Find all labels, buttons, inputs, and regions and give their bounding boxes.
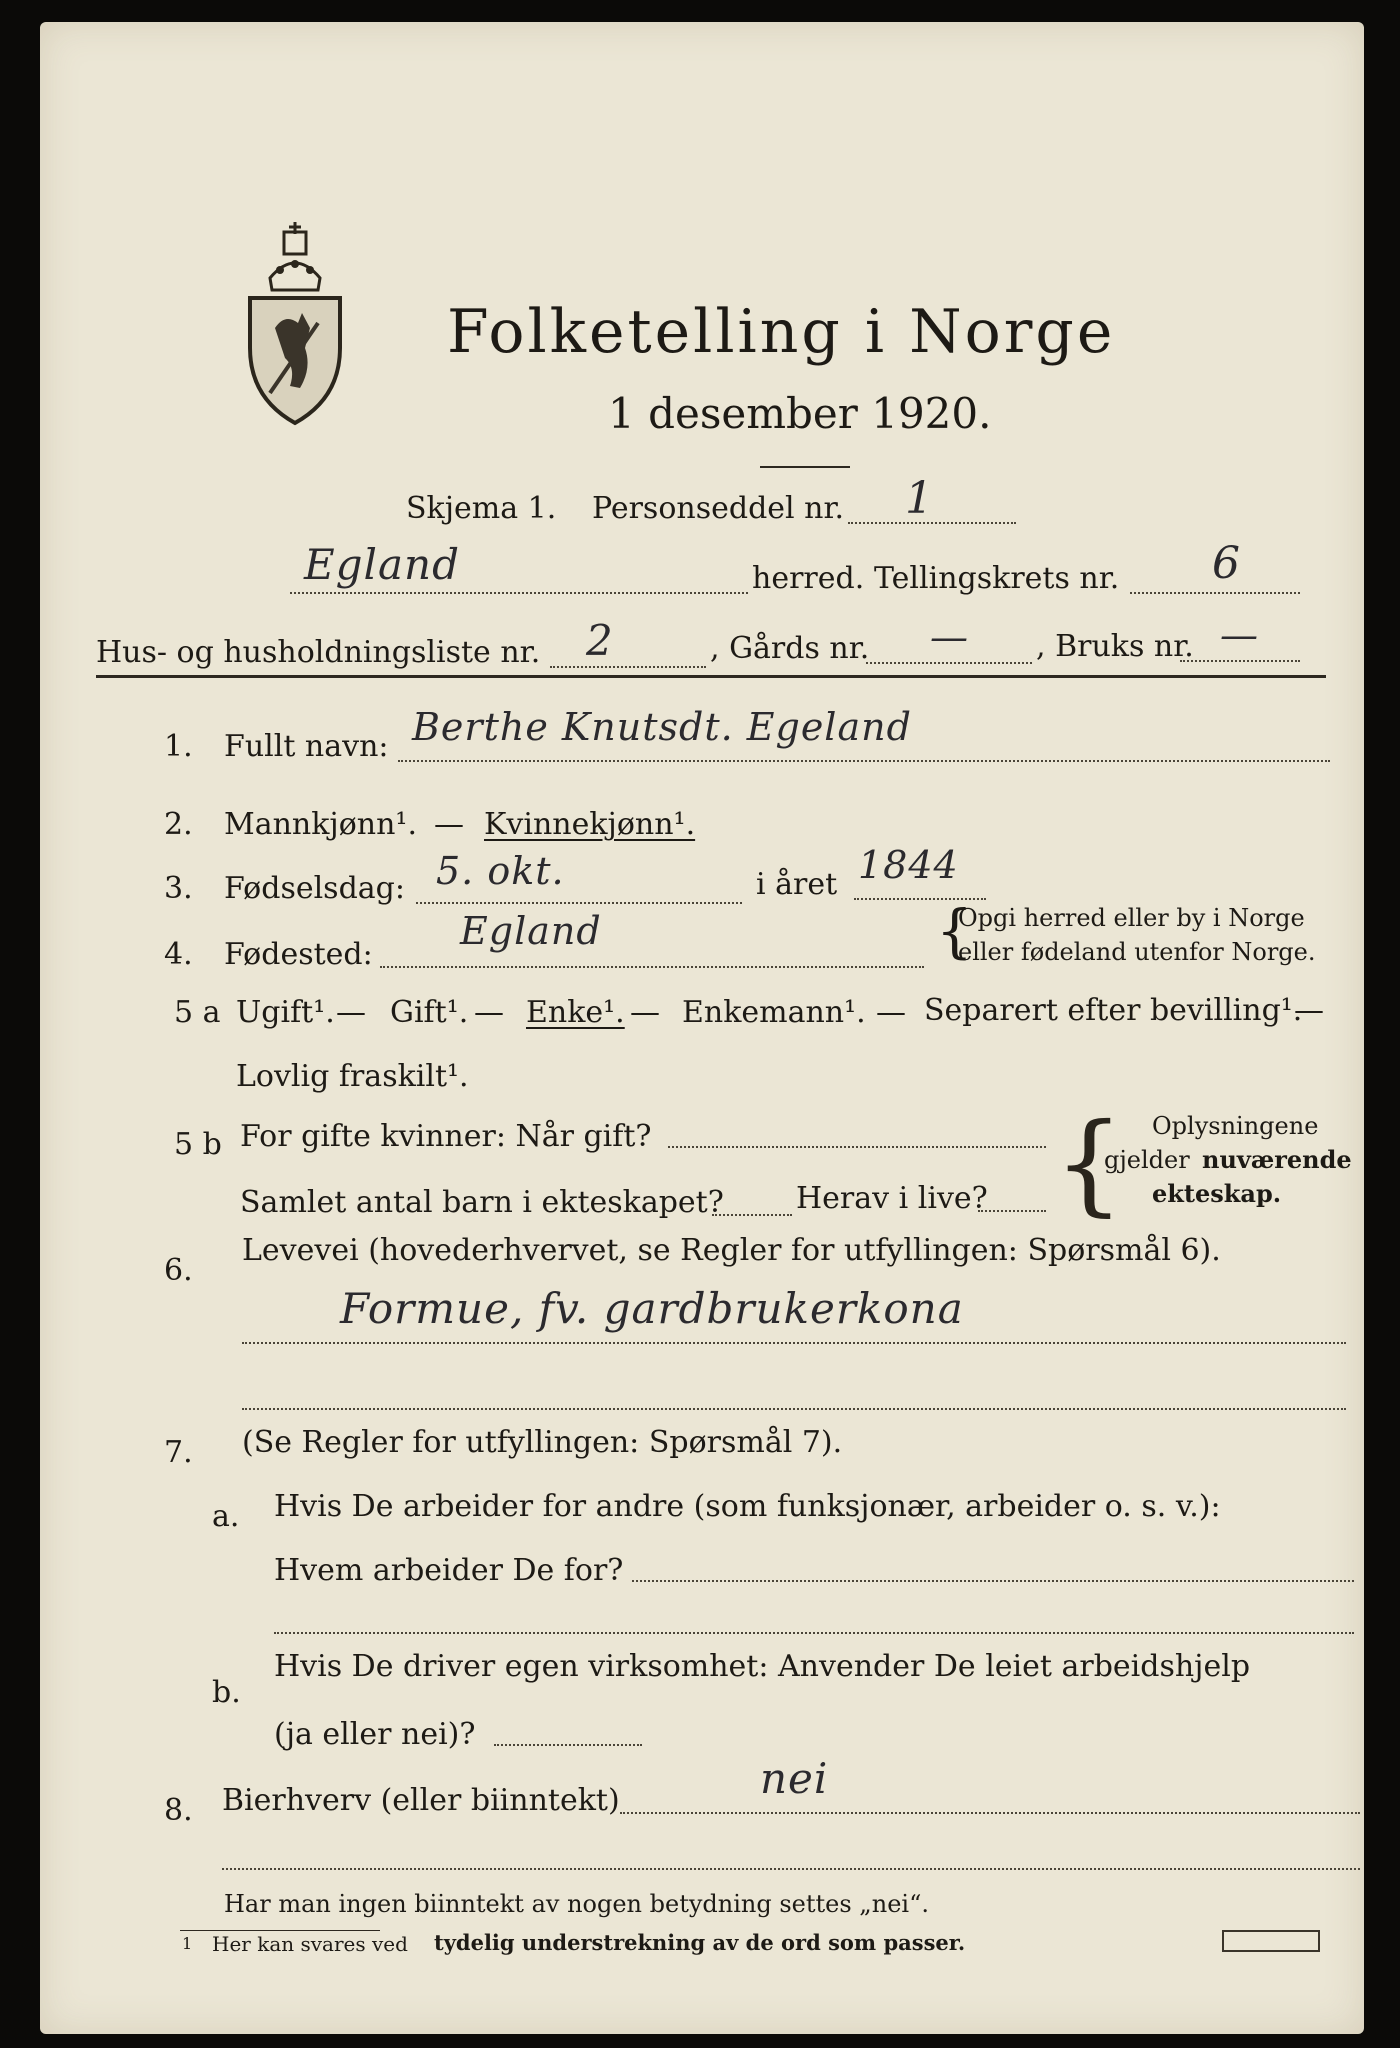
q3-field-line xyxy=(416,902,742,904)
gards-field-line xyxy=(866,662,1032,664)
q5b-gift-field-line xyxy=(668,1146,1046,1148)
q6-label: Levevei (hovederhvervet, se Regler for utfyllingen: Spørsmål 6). xyxy=(242,1233,1221,1268)
q5a-dash4: — xyxy=(876,995,906,1030)
q5a-separert: Separert efter bevilling¹. xyxy=(924,993,1303,1028)
coat-of-arms-icon xyxy=(240,218,350,428)
footer-note: Har man ingen biinntekt av nogen betydning settes „nei“. xyxy=(224,1890,929,1918)
bruks-value: — xyxy=(1220,613,1259,657)
header-divider xyxy=(96,675,1326,678)
q5a-fraskilt: Lovlig fraskilt¹. xyxy=(236,1059,469,1094)
q5a-dash5: — xyxy=(1294,993,1324,1028)
q5b-number: 5 b xyxy=(174,1127,222,1162)
printer-stamp-icon xyxy=(1222,1930,1320,1952)
tellingskrets-label: Tellingskrets nr. xyxy=(874,561,1120,596)
q7a-letter: a. xyxy=(212,1499,240,1534)
q5b-note-line2b: nuværende xyxy=(1202,1145,1352,1174)
q2-kvinne-underlined: Kvinnekjønn¹. xyxy=(484,807,696,842)
bruks-label: , Bruks nr. xyxy=(1036,629,1194,664)
q5b-label1: For gifte kvinner: Når gift? xyxy=(240,1119,652,1154)
q5a-gift: Gift¹. xyxy=(390,995,469,1030)
footnote-number: 1 xyxy=(182,1934,193,1953)
q5b-live-field-line xyxy=(978,1210,1046,1212)
footnote-divider xyxy=(180,1930,380,1931)
q5a-enkemann: Enkemann¹. xyxy=(682,995,866,1030)
q3-number: 3. xyxy=(164,871,193,906)
gards-label: , Gårds nr. xyxy=(710,631,870,666)
q5a-dash2: — xyxy=(474,995,504,1030)
form-title: Folketelling i Norge xyxy=(447,297,1116,367)
footnote-text-b: tydelig understrekning av de ord som passer. xyxy=(434,1930,966,1955)
q5b-note-line1: Oplysningene xyxy=(1152,1112,1319,1140)
herred-value: Egland xyxy=(304,540,460,589)
q5b-brace: { xyxy=(1054,1099,1124,1227)
q8-field-line1 xyxy=(620,1812,1360,1814)
personseddel-label: Personseddel nr. xyxy=(592,491,845,526)
q8-value: nei xyxy=(760,1754,829,1803)
q8-label: Bierhverv (eller biinntekt) xyxy=(222,1783,620,1818)
q7a-text: Hvis De arbeider for andre (som funksjonær, arbeider o. s. v.): xyxy=(274,1489,1221,1524)
tellingskrets-field-line xyxy=(1130,592,1300,594)
q5a-enke-underlined: Enke¹. xyxy=(526,995,625,1030)
q1-number: 1. xyxy=(164,729,193,764)
q7a-question: Hvem arbeider De for? xyxy=(274,1553,624,1588)
q2-mann: Mannkjønn¹. xyxy=(224,807,417,842)
q7b-question: (ja eller nei)? xyxy=(274,1717,476,1752)
q4-field-line xyxy=(380,966,924,968)
q3-label: Fødselsdag: xyxy=(224,871,405,906)
q7-number: 7. xyxy=(164,1435,193,1470)
gards-value: — xyxy=(930,615,969,659)
bruks-field-line xyxy=(1180,660,1300,662)
q4-number: 4. xyxy=(164,937,193,972)
q8-field-line2 xyxy=(222,1868,1360,1870)
q6-field-line2 xyxy=(242,1408,1346,1410)
q5b-note-line3: ekteskap. xyxy=(1152,1179,1282,1208)
q7a-field-line1 xyxy=(632,1580,1354,1582)
q4-note-line1: Opgi herred eller by i Norge xyxy=(958,904,1305,932)
herred-field-line xyxy=(290,592,748,594)
q4-label: Fødested: xyxy=(224,937,373,972)
q4-value: Egland xyxy=(460,909,602,953)
q7-label: (Se Regler for utfyllingen: Spørsmål 7). xyxy=(242,1425,843,1460)
q2-number: 2. xyxy=(164,807,193,842)
q1-label: Fullt navn: xyxy=(224,729,389,764)
q5a-dash1: — xyxy=(336,995,366,1030)
q6-field-line1 xyxy=(242,1342,1346,1344)
husliste-value: 2 xyxy=(586,616,614,665)
q4-note-line2: eller fødeland utenfor Norge. xyxy=(958,938,1316,966)
q5b-note-line2a: gjelder xyxy=(1104,1146,1190,1174)
q7b-field-line xyxy=(494,1744,642,1746)
q5a-number: 5 a xyxy=(174,995,221,1030)
q3-year-label: i året xyxy=(756,867,838,902)
q6-value: Formue, fv. gardbrukerkona xyxy=(340,1284,964,1333)
tellingskrets-value: 6 xyxy=(1212,538,1241,589)
husliste-label: Hus- og husholdningsliste nr. xyxy=(96,635,541,670)
q7b-letter: b. xyxy=(212,1675,241,1710)
personseddel-value: 1 xyxy=(905,473,934,524)
husliste-field-line xyxy=(550,666,706,668)
schema-label: Skjema 1. xyxy=(406,491,557,526)
q5b-label2: Samlet antal barn i ekteskapet? xyxy=(240,1185,724,1220)
q6-number: 6. xyxy=(164,1253,193,1288)
q3-value: 5. okt. xyxy=(436,849,565,893)
q1-field-line xyxy=(398,760,1330,762)
q5a-dash3: — xyxy=(630,995,660,1030)
census-date: 1 desember 1920. xyxy=(608,389,992,438)
q8-number: 8. xyxy=(164,1793,193,1828)
q5a-ugift: Ugift¹. xyxy=(236,995,335,1030)
footnote-text-a: Her kan svares ved xyxy=(212,1932,408,1956)
census-form-sheet xyxy=(40,22,1364,2034)
q1-value: Berthe Knutsdt. Egeland xyxy=(412,705,912,749)
q3-year-value: 1844 xyxy=(858,843,959,887)
q7b-text: Hvis De driver egen virksomhet: Anvender De leiet arbeidshjelp xyxy=(274,1649,1251,1684)
herred-label: herred. xyxy=(752,561,865,596)
title-divider xyxy=(760,466,850,468)
q7a-field-line2 xyxy=(274,1632,1354,1634)
q5b-barn-field-line xyxy=(712,1214,792,1216)
q5b-label3: Herav i live? xyxy=(796,1181,988,1216)
q2-dash: — xyxy=(434,807,464,842)
q4-brace: { xyxy=(936,897,973,965)
